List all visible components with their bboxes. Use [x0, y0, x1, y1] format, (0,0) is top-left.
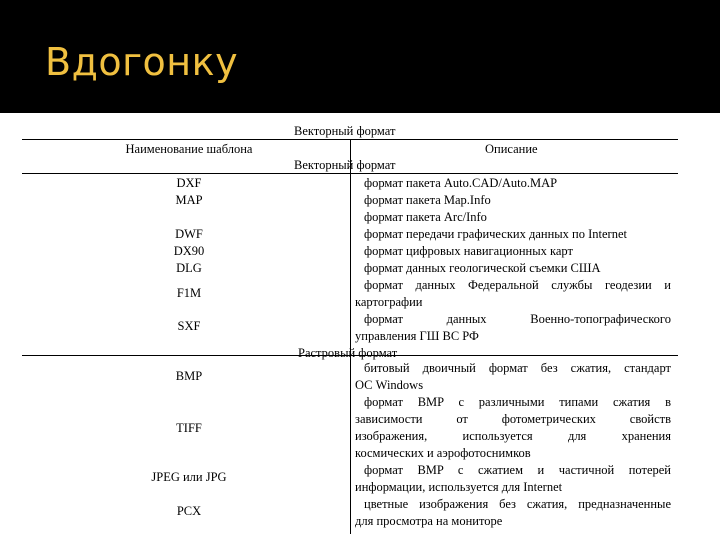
format-description: формат цифровых навигационных карт [364, 244, 573, 258]
format-description: цветные изображения без сжатия, предназначенные [364, 497, 671, 511]
format-description: формат пакета Map.Info [364, 193, 491, 207]
format-description: изображения, используется для хранения [355, 429, 671, 443]
table-caption: Векторный формат [294, 124, 396, 138]
template-name: MAP [175, 193, 203, 207]
template-name: JPEG или JPG [151, 470, 227, 484]
title-bar [0, 0, 720, 113]
template-name: TIFF [176, 421, 202, 435]
template-name: DXF [176, 176, 202, 190]
format-description: формат данных геологической съемки США [364, 261, 601, 275]
template-name: DLG [176, 261, 202, 275]
template-name: DX90 [173, 244, 205, 258]
template-name: F1M [176, 286, 202, 300]
table-column-divider [350, 139, 351, 534]
section-label-raster: Растровый формат [298, 346, 398, 360]
header-description: Описание [485, 142, 538, 156]
section-label-vector: Векторный формат [294, 158, 396, 172]
format-description: ОС Windows [355, 378, 424, 392]
template-name: BMP [175, 369, 203, 383]
format-description: формат данных Военно-топографического [364, 312, 671, 326]
template-name: DWF [175, 227, 203, 241]
format-description: картографии [355, 295, 423, 309]
format-description: для просмотра на мониторе [355, 514, 503, 528]
format-description: космических и аэрофотоснимков [355, 446, 531, 460]
format-description: формат BMP с сжатием и частичной потерей [364, 463, 671, 477]
format-description: информации, используется для Internet [355, 480, 563, 494]
slide-title: Вдогонку [45, 40, 239, 84]
format-description: формат передачи графических данных по Internet [364, 227, 627, 241]
format-description: зависимости от фотометрических свойств [355, 412, 671, 426]
template-name: PCX [176, 504, 202, 518]
header-template-name: Наименование шаблона [125, 142, 253, 156]
template-name: SXF [177, 319, 201, 333]
format-description: формат данных Федеральной службы геодезии и [364, 278, 671, 292]
format-description: управления ГШ ВС РФ [355, 329, 479, 343]
format-description: формат BMP с различными типами сжатия в [364, 395, 671, 409]
format-description: битовый двоичный формат без сжатия, стандарт [364, 361, 671, 375]
format-description: формат пакета Auto.CAD/Auto.MAP [364, 176, 558, 190]
format-description: формат пакета Arc/Info [364, 210, 487, 224]
